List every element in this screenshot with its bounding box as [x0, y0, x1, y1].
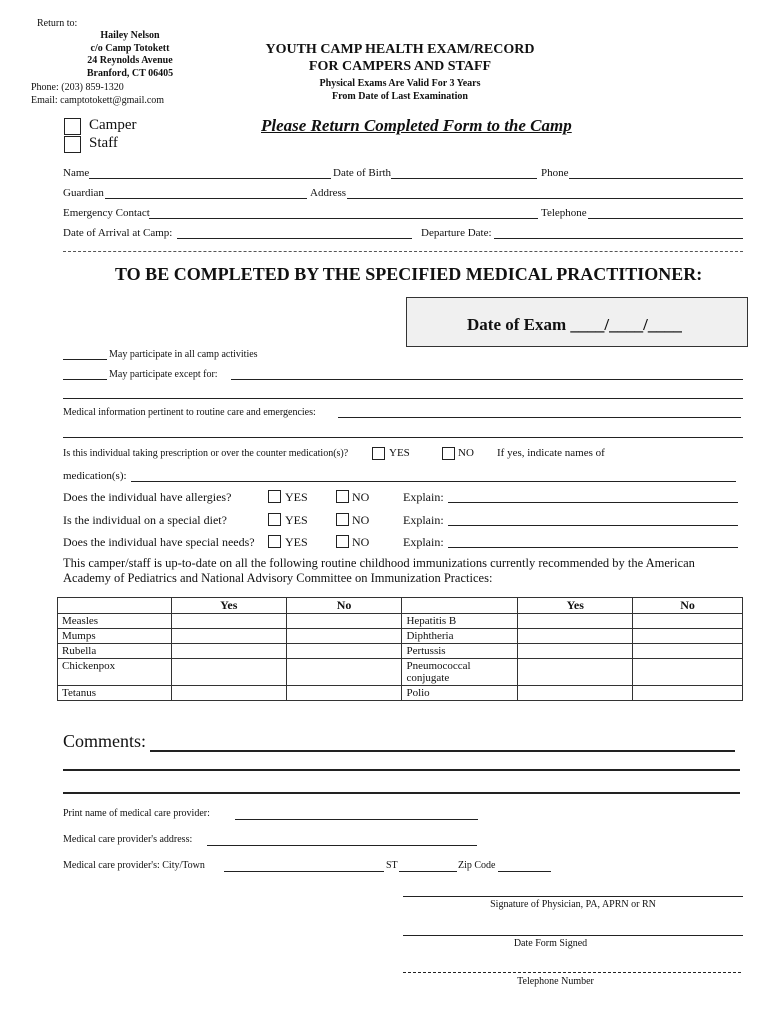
- diet-no-label: NO: [352, 513, 370, 527]
- needs-explain-field[interactable]: [448, 547, 738, 548]
- participate-except-label: May participate except for:: [109, 369, 218, 380]
- needs-yes-checkbox[interactable]: [268, 535, 281, 548]
- diet-explain-label: Explain:: [403, 513, 444, 527]
- polio-no-cell[interactable]: [633, 686, 743, 701]
- address-label: Address: [310, 187, 347, 199]
- needs-yes-label: YES: [285, 535, 308, 549]
- immunization-header-row: [58, 598, 743, 614]
- pertussis-no-cell[interactable]: [633, 644, 743, 659]
- emergency-label: Emergency Contact: [63, 207, 150, 219]
- comments-field-2[interactable]: [63, 769, 740, 771]
- rubella-no-cell[interactable]: [286, 644, 402, 659]
- allergies-no-checkbox[interactable]: [336, 490, 349, 503]
- hepatitis-b-yes-cell[interactable]: [518, 614, 633, 629]
- provider-city-field[interactable]: [224, 871, 384, 872]
- vaccine-diphtheria: Diphtheria: [402, 629, 518, 644]
- no-header-left: No: [286, 598, 402, 614]
- provider-zip-label: Zip Code: [458, 860, 496, 871]
- provider-st-field[interactable]: [399, 871, 457, 872]
- immunization-intro: This camper/staff is up-to-date on all the following routine childhood immunizations currently recommended by the American Academy of Pediatrics and National Advisory Committee on Immunization Practices:: [63, 556, 695, 585]
- name-field[interactable]: [89, 178, 331, 179]
- chickenpox-yes-cell[interactable]: [171, 659, 286, 686]
- return-phone: Phone: (203) 859-1320: [31, 82, 124, 93]
- diphtheria-yes-cell[interactable]: [518, 629, 633, 644]
- table-row: [58, 686, 743, 701]
- mumps-yes-cell[interactable]: [171, 629, 286, 644]
- vaccine-rubella: Rubella: [58, 644, 172, 659]
- provider-name-field[interactable]: [235, 819, 478, 820]
- table-row: [58, 629, 743, 644]
- vaccine-header-left: [58, 598, 172, 614]
- participate-all-label: May participate in all camp activities: [109, 349, 258, 360]
- medication-yes-label: YES: [389, 447, 410, 459]
- immunization-table: [57, 597, 743, 701]
- telephone-number-label: Telephone Number: [517, 976, 594, 987]
- medication-no-checkbox[interactable]: [442, 447, 455, 460]
- diet-yes-label: YES: [285, 513, 308, 527]
- return-care-of: c/o Camp Totokett: [90, 42, 170, 54]
- phone-field[interactable]: [569, 178, 743, 179]
- return-address-block: [60, 30, 200, 80]
- guardian-label: Guardian: [63, 187, 104, 199]
- name-label: Name: [63, 167, 90, 179]
- return-city: Branford, CT 06405: [86, 67, 174, 79]
- dob-label: Date of Birth: [333, 167, 392, 179]
- validity-line-2: From Date of Last Examination: [332, 91, 468, 102]
- form-title: [230, 41, 570, 75]
- mumps-no-cell[interactable]: [286, 629, 402, 644]
- vaccine-measles: Measles: [58, 614, 172, 629]
- vaccine-mumps: Mumps: [58, 629, 172, 644]
- yes-header-left: Yes: [171, 598, 286, 614]
- pneumococcal-yes-cell[interactable]: [518, 659, 633, 686]
- comments-field-1[interactable]: [150, 750, 735, 752]
- vaccine-tetanus: Tetanus: [58, 686, 172, 701]
- title-line-1: YOUTH CAMP HEALTH EXAM/RECORD: [265, 42, 535, 57]
- tetanus-yes-cell[interactable]: [171, 686, 286, 701]
- allergies-yes-checkbox[interactable]: [268, 490, 281, 503]
- date-of-exam-box[interactable]: [406, 297, 748, 347]
- provider-address-label: Medical care provider's address:: [63, 834, 193, 845]
- tetanus-no-cell[interactable]: [286, 686, 402, 701]
- needs-question: Does the individual have special needs?: [63, 535, 255, 549]
- return-notice: Please Return Completed Form to the Camp: [261, 116, 572, 135]
- provider-name-label: Print name of medical care provider:: [63, 808, 210, 819]
- polio-yes-cell[interactable]: [518, 686, 633, 701]
- camper-label: Camper: [89, 117, 137, 133]
- guardian-field[interactable]: [105, 198, 307, 199]
- staff-label: Staff: [89, 135, 118, 151]
- allergies-yes-label: YES: [285, 490, 308, 504]
- table-row: [58, 644, 743, 659]
- measles-no-cell[interactable]: [286, 614, 402, 629]
- pertinent-info-field-2[interactable]: [63, 437, 743, 438]
- signature-field[interactable]: [403, 896, 743, 897]
- measles-yes-cell[interactable]: [171, 614, 286, 629]
- vaccine-polio: Polio: [402, 686, 518, 701]
- title-line-2: FOR CAMPERS AND STAFF: [308, 59, 492, 74]
- date-of-exam-label: Date of Exam ____/____/____: [467, 315, 682, 334]
- no-header-right: No: [633, 598, 743, 614]
- arrival-label: Date of Arrival at Camp:: [63, 227, 173, 239]
- allergies-no-label: NO: [352, 490, 370, 504]
- validity-note: [270, 77, 530, 103]
- date-signed-label: Date Form Signed: [513, 938, 588, 949]
- needs-explain-label: Explain:: [403, 535, 444, 549]
- pneumococcal-no-cell[interactable]: [633, 659, 743, 686]
- staff-checkbox[interactable]: [64, 136, 81, 153]
- phone-label: Phone: [541, 167, 569, 179]
- vaccine-pneumococcal: Pneumococcal conjugate: [402, 659, 518, 686]
- return-email: Email: camptotokett@gmail.com: [31, 95, 165, 106]
- pertinent-info-field[interactable]: [338, 417, 741, 418]
- vaccine-hepatitis-b: Hepatitis B: [402, 614, 518, 629]
- participate-except-field[interactable]: [231, 379, 743, 380]
- departure-label: Departure Date:: [421, 227, 492, 239]
- telephone-label: Telephone: [541, 207, 587, 219]
- table-row: [58, 614, 743, 629]
- provider-zip-field[interactable]: [498, 871, 551, 872]
- telephone-field[interactable]: [588, 218, 743, 219]
- hepatitis-b-no-cell[interactable]: [633, 614, 743, 629]
- comments-field-3[interactable]: [63, 792, 740, 794]
- medication-no-label: NO: [458, 447, 474, 459]
- camper-checkbox[interactable]: [64, 118, 81, 135]
- telephone-number-field[interactable]: [403, 972, 741, 973]
- comments-label: Comments:: [63, 731, 147, 751]
- medication-question: Is this individual taking prescription or over the counter medication(s)?: [63, 448, 349, 459]
- medications-label: medication(s):: [63, 470, 127, 482]
- needs-no-checkbox[interactable]: [336, 535, 349, 548]
- pertussis-yes-cell[interactable]: [518, 644, 633, 659]
- provider-address-field[interactable]: [207, 845, 477, 846]
- date-signed-field[interactable]: [403, 935, 743, 936]
- dob-field[interactable]: [391, 178, 537, 179]
- arrival-field[interactable]: [177, 238, 412, 239]
- return-street: 24 Reynolds Avenue: [87, 55, 173, 66]
- participate-all-field[interactable]: [63, 359, 107, 360]
- section-divider: [63, 251, 743, 252]
- if-yes-label: If yes, indicate names of: [497, 447, 605, 459]
- medication-yes-checkbox[interactable]: [372, 447, 385, 460]
- diet-question: Is the individual on a special diet?: [63, 513, 227, 527]
- diet-no-checkbox[interactable]: [336, 513, 349, 526]
- provider-city-label: Medical care provider's: City/Town: [63, 860, 205, 871]
- participate-except-mark-field[interactable]: [63, 379, 107, 380]
- vaccine-pertussis: Pertussis: [402, 644, 518, 659]
- departure-field[interactable]: [494, 238, 743, 239]
- participate-except-field-2[interactable]: [63, 398, 743, 399]
- needs-no-label: NO: [352, 535, 370, 549]
- table-row: [58, 659, 743, 686]
- medications-field[interactable]: [131, 481, 736, 482]
- diet-yes-checkbox[interactable]: [268, 513, 281, 526]
- allergies-explain-label: Explain:: [403, 490, 444, 504]
- validity-line-1: Physical Exams Are Valid For 3 Years: [319, 78, 481, 89]
- diphtheria-no-cell[interactable]: [633, 629, 743, 644]
- pertinent-info-label: Medical information pertinent to routine care and emergencies:: [63, 407, 316, 418]
- medical-heading: TO BE COMPLETED BY THE SPECIFIED MEDICAL PRACTITIONER:: [115, 264, 703, 284]
- allergies-explain-field[interactable]: [448, 502, 738, 503]
- return-to-label: Return to:: [37, 18, 78, 29]
- yes-header-right: Yes: [518, 598, 633, 614]
- return-name: Hailey Nelson: [100, 30, 160, 41]
- allergies-question: Does the individual have allergies?: [63, 490, 232, 504]
- vaccine-header-right: [402, 598, 518, 614]
- diet-explain-field[interactable]: [448, 525, 738, 526]
- emergency-field[interactable]: [149, 218, 538, 219]
- provider-st-label: ST: [386, 860, 398, 871]
- rubella-yes-cell[interactable]: [171, 644, 286, 659]
- chickenpox-no-cell[interactable]: [286, 659, 402, 686]
- signature-label: Signature of Physician, PA, APRN or RN: [490, 899, 656, 910]
- address-field[interactable]: [347, 198, 743, 199]
- vaccine-chickenpox: Chickenpox: [58, 659, 172, 686]
